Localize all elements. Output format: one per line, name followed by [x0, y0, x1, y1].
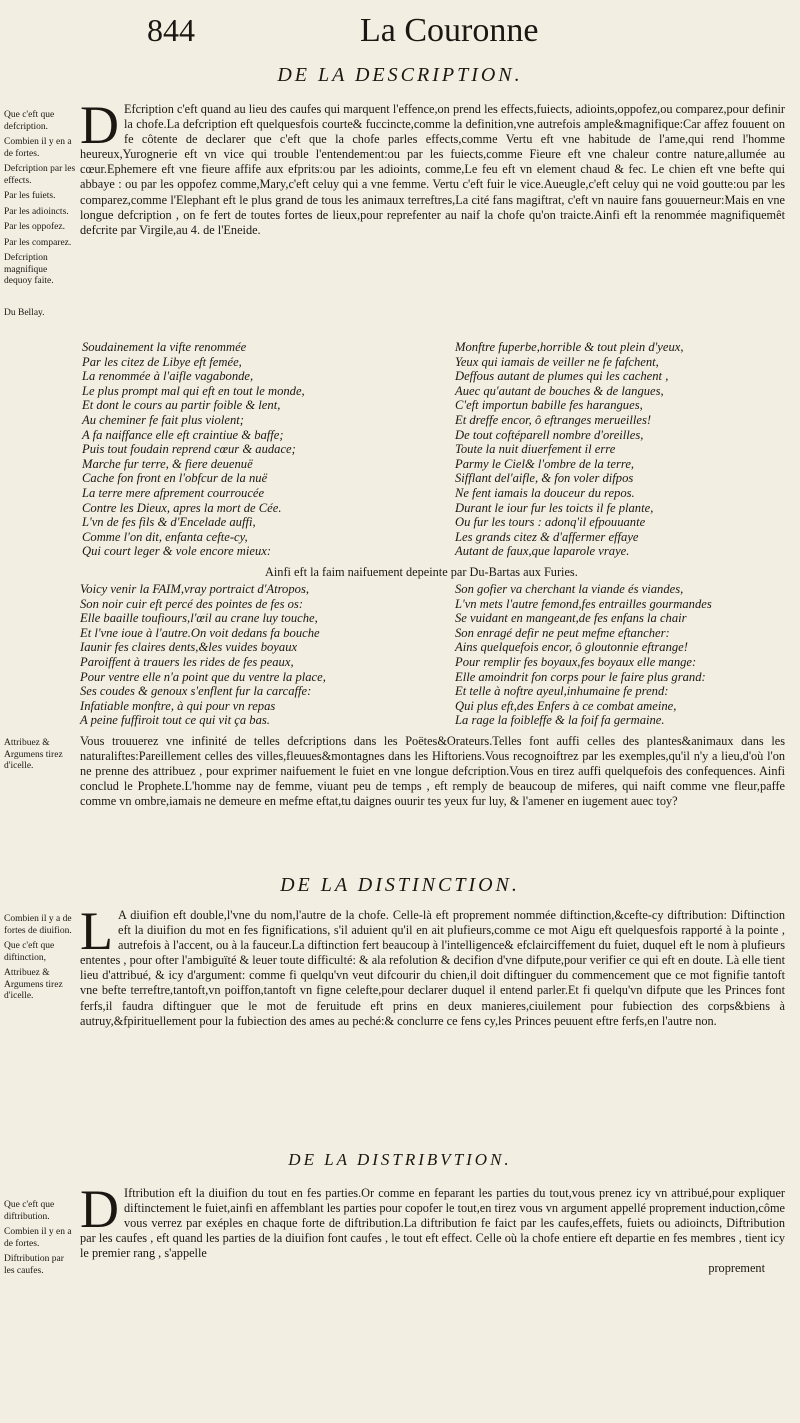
verse-line: La terre mere afprement courroucée [82, 485, 265, 500]
verse-row: Paroiffent à trauers les rides de fes peaux, Pour remplir fes boyaux,fes boyaux elle mange: [80, 654, 697, 669]
section-title-distinction: DE LA DISTINCTION. [280, 874, 520, 896]
verse-line: Marche fur terre, & fiere deuenuë [82, 456, 253, 471]
margin-note: Diftribution par les caufes. [4, 1254, 64, 1276]
verse-row: Et l'vne ioue à l'autre.On voit dedans fa bouche Son enragé defir ne peut mefme eftancher: [80, 625, 670, 640]
margin-note: Par les fuiets. [4, 191, 56, 201]
verse-right [455, 340, 684, 559]
margin-note: Combien il y a de fortes de diuifion. [4, 914, 72, 936]
verse-line: Contre les Dieux, apres la mort de Cée. [82, 500, 282, 515]
distinction-text: A diuifion eft double,l'vne du nom,l'autre de la chofe. Celle-là eft proprement nommée diftinction,&cefte-cy diftribution: Diftinction eft la diuifion du mot en fes fignifications, s'il aduient qu'il en ait plufieurs,comme ce mot Aigu eft quelquesfois rapporté à la pointe , autrefois à l'accent, ou à la fauceur.La diftinction fert beaucoup à l'intelligence& efclairciffement du fuiet, duquel eft le nom à plufieurs ententes , pour ofter l'ambiguïté & leuer toute difficulté: & ala refolution & decifion d'vne difpute,pour verifier ce qui eft en doute. Là elle tient lieu d'attribué, & icy d'argument: comme fi quelqu'vn veut difcourir du chien,il doit diftinguer du commencement que ce mot fignifie tantoft vne befte terreftre,tantoft,vn poiffon,tantoft vn figne celefte,pour declarer duquel il entend parler.Et fi quelqu'vn difpute que les Princes font ferfs,il faudra diftinguer que le mot de feruitude eft prins en deux manieres,ciuilement pour fubiection des corps&biens à autruy,&fpirituellement pour la fubiection des ames au peché:& conclurre ce fens cy,les Princes peuuent eftre ferfs,en l'autre non. [80, 908, 785, 1028]
verse-line: Parmy le Ciel& l'ombre de la terre, [455, 456, 635, 471]
verse-line: Autant de faux,que laparole vraye. [455, 544, 630, 559]
margin-note: Combien il y en a de fortes. [4, 1227, 72, 1249]
margin-note: Que c'eft que defcription. [4, 110, 55, 132]
margin-note: Par les oppofez. [4, 222, 65, 232]
verse-line: Auec qu'autant de bouches & de langues, [455, 383, 664, 398]
margin-notes-description [4, 110, 76, 323]
verse-line: A fa naiffance elle eft craintiue & baffe; [82, 427, 284, 442]
drop-cap: D [80, 1179, 119, 1239]
verse-line: Le plus prompt mal qui eft en tout le monde, [82, 383, 305, 398]
verse-line: Au cheminer fe fait plus violent; [82, 412, 244, 427]
verse-left [82, 340, 305, 559]
verse-row: Iaunir fes claires dents,&les vuides boyaux Ains quelquefois encor, ô gloutonnie eftrange! [80, 640, 688, 655]
verse-row: Elle baaille toufiours,l'œil au crane luy touche, Se vuidant en mangeant,de fes enfans la chair [80, 611, 687, 626]
verse-line: La renommée à l'aifle vagabonde, [82, 369, 254, 384]
verse-row: Pour ventre elle n'a point que du ventre la place, Elle amoindrit fon corps pour le faire plus grand: [80, 669, 706, 684]
running-head: La Couronne [360, 12, 539, 49]
verse-line: L'vn de fes fils & d'Encelade auffi, [82, 515, 256, 530]
verse-line: Soudainement la vifte renommée [82, 340, 247, 354]
famine-intro: Ainfi eft la faim naifuement depeinte par Du-Bartas aux Furies. [265, 565, 578, 579]
distribution-text: Iftribution eft la diuifion du tout en fes parties.Or comme en feparant les parties du tout,vous prenez icy vn attribué,pour expliquer diftinctement le fuiet,ainfi en affemblant les parties pour copofer le tout,en tirez vous vn argument appellé proprement induction,côme vous verrez par exéples en chaque forte de diftribution.La diftribution fe faict par les caufes,effets, fuiets ou adioincts, Diftribution par les caufes , eft quand les parties de la diuifion font caufes , le tout eft effect. Celle où la chofe entiere eft departie en fes membres , tient icy le premier rang , s'appelle [80, 1186, 785, 1261]
closing-paragraph: Vous trouuerez vne infinité de telles defcriptions dans les Poëtes&Orateurs.Telles font auffi celles des plantes&animaux dans les naturaliftes:Pareillement celles des villes,fleuues&montagnes dans les Hiftoriens.Vous recognoiftrez par les exemples,qu'il n'y a lieu,d'où l'on ne prenne des attribuez , pour exprimer naifuement le fuiet en vne longue defcription.Vous en tirez auffi quelquefois des confequences. Ainfi conclud le Prophete.L'homme nay de femme, viuant peu de temps , eft remply de beaucoup de miferes, qui naift comme vne fleur,paffe comme vn ombre,iamais ne demeure en mefme eftat,tu daignes ouurir tes yeux fur luy, & l'amener en iugement auec toy? [80, 734, 785, 809]
margin-note: Que c'eft que diftribution. [4, 1200, 55, 1222]
margin-note: Attribuez & Argumens tirez d'icelle. [4, 968, 63, 1001]
verse-line: Comme l'on dit, enfanta cefte-cy, [82, 529, 248, 544]
verse-line: Durant le iour fur les toicts il fe plante, [455, 500, 654, 515]
verse-row: Son noir cuir eft percé des pointes de fes os: L'vn mets l'autre femond,fes entrailles gourmandes [80, 596, 712, 611]
margin-note: Defcription par les effects. [4, 164, 76, 186]
section-title-distribution: DE LA DISTRIBVTION. [288, 1150, 512, 1169]
verse-line: Puis tout foudain reprend cœur & audace; [82, 442, 296, 457]
verse-row: Infatiable monftre, à qui pour vn repas Qui plus eft,des Enfers à ce combat ameine, [80, 698, 677, 713]
drop-cap: D [80, 95, 119, 155]
verse-row: Voicy venir la FAIM,vray portraict d'Atropos, Son gofier va cherchant la viande és viandes, [80, 582, 684, 596]
catchword: proprement [708, 1261, 765, 1276]
verse-line: Sifflant del'aifle, & fon voler difpos [455, 471, 634, 486]
page-number: 844 [147, 12, 195, 48]
verse-row: A peine fuffiroit tout ce qui vit ça bas. La rage la foibleffe & la foif fa germaine. [80, 713, 665, 728]
verse-line: Cache fon front en l'obfcur de la nuë [82, 471, 268, 486]
drop-cap: L [80, 901, 113, 961]
verse-line: Par les citez de Libye eft femée, [82, 354, 242, 369]
verse-line: Et dont le cours au partir foible & lent, [82, 398, 281, 413]
description-paragraph [80, 95, 785, 238]
verse-line: Toute la nuit diuerfement il erre [455, 442, 616, 457]
description-text: Efcription c'eft quand au lieu des caufes qui marquent l'effence,on prend les effects,fuiects, adioints,oppofez,ou comparez,pour definir la chofe.La defcription eft quelquesfois courte& fuccincte,comme la definition,vne autrefois ample&magnifique:Car affez fouuent on fe côtente de declarer que c'eft que la chofe parles effects,comme Vertu eft vne habitude de l'ame,qui rend l'homme heureux,Yurognerie eft vn vice qui trouble l'entendement:ou par les fuiects,comme Fieure eft vne chaleur contre nature,allumée au cœur.Ephemere eft vne fieure affife aux efprits:ou par les adioints, comme,Le feu eft vn element chaud & fec. Le chien eft vne befte qui abbaye : ou par les oppofez comme,Mary,c'eft celuy qui a vne femme. Vertu c'eft fuir le vice.Aueugle,c'eft celuy qui ne void goutte:ou par les comparez,comme l'Elephant eft le plus grand de tous les animaux terreftres,La cité fans magiftrat, c'eft vn nauire fans gouuerneur:Mais en vne longue defcription , on fe fert de toutes fortes de lieux,pour reprefenter au naif la chofe qu'on traicte.Ainfi eft la renommée magnifiquemêt defcrite par Virgile,au 4. de l'Eneide. [80, 102, 785, 237]
margin-note: Par les comparez. [4, 237, 72, 248]
verse-row: Ses coudes & genoux s'enflent fur la carcaffe: Et telle à noftre ayeul,inhumaine fe prend: [80, 684, 669, 699]
section-title-description: DE LA DESCRIPTION. [277, 64, 523, 86]
verse-line: De tout coftéparell nombre d'oreilles, [455, 427, 644, 442]
verse-line: Qui court leger & vole encore mieux: [82, 544, 272, 559]
margin-note: Par les adioincts. [4, 206, 69, 217]
margin-note: Du Bellay. [4, 307, 45, 318]
verse-line: C'eft importun babille fes harangues, [455, 398, 643, 413]
verse-line: Deffous autant de plumes qui les cachent , [455, 369, 669, 384]
margin-note-closing: Attribuez & Argumens tirez d'icelle. [4, 738, 63, 771]
distinction-paragraph [80, 901, 785, 1029]
verse-line: Et dreffe encor, ô eftranges merueilles! [455, 412, 652, 427]
margin-notes-distribution [4, 1200, 76, 1281]
margin-note: Defcription magnifique dequoy faite. [4, 253, 54, 286]
margin-notes-distinction [4, 914, 76, 1007]
margin-note: Combien il y en a de fortes. [4, 137, 72, 159]
distribution-paragraph [80, 1179, 785, 1277]
verse-line: Monftre fuperbe,horrible & tout plein d'yeux, [455, 340, 684, 354]
verse-line: Yeux qui iamais de veiller ne fe fafchent, [455, 354, 659, 369]
verse-line: Ne fent iamais la douceur du repos. [455, 485, 635, 500]
verse-line: Les grands citez & d'affermer effaye [455, 529, 639, 544]
margin-note: Que c'eft que diftinction, [4, 941, 55, 963]
famine-verse [80, 582, 785, 728]
verse-line: Ou fur les tours : adonq'il efpouuante [455, 515, 646, 530]
